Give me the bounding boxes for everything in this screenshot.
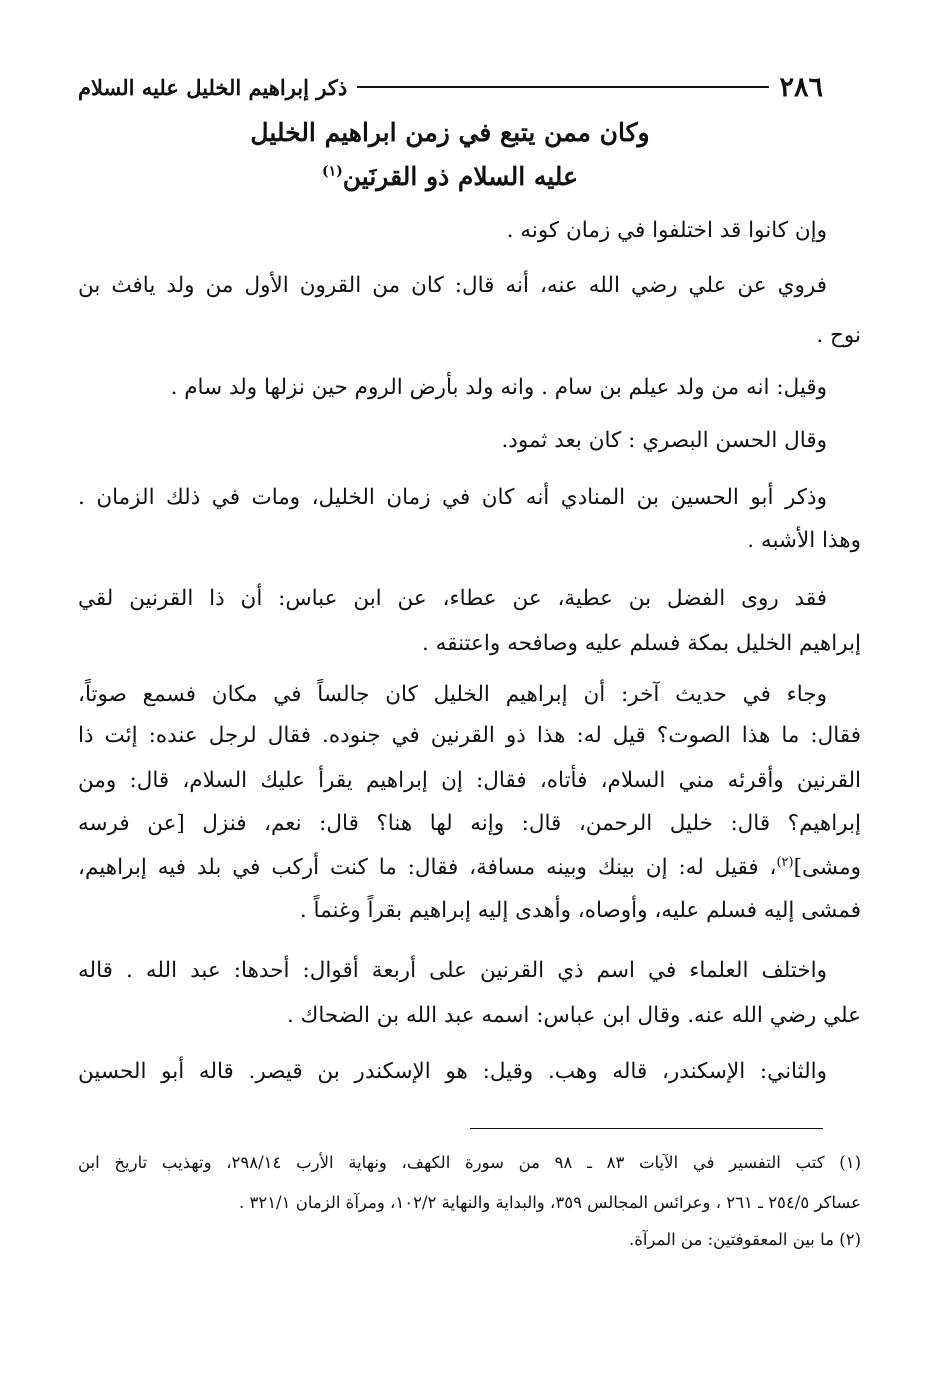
footnote-rule	[470, 1128, 823, 1129]
header-rule	[357, 86, 769, 88]
body-line: إبراهيم؟ قال: خليل الرحمن، قال: وإنه لها هنا؟ قال: نعم، فنزل [عن فرسه	[78, 811, 861, 836]
footnote-1-line-2: عساكر ٢٥٤/٥ ـ ٢٦١ ، وعرائس المجالس ٣٥٩، والبداية والنهاية ١٠٢/٢، ومرآة الزمان ٣٢١/١ .	[238, 1193, 861, 1212]
body-line: إبراهيم الخليل بمكة فسلم عليه وصافحه واعتنقه .	[422, 631, 861, 656]
section-title-line-1: وكان ممن يتبع في زمن ابراهيم الخليل	[250, 118, 650, 147]
body-line: فقد روى الفضل بن عطية، عن عطاء، عن ابن عباس: أن ذا القرنين لقي	[78, 586, 827, 611]
body-line: فروي عن علي رضي الله عنه، أنه قال: كان من القرون الأول من ولد يافث بن	[78, 273, 827, 298]
body-line: وذكر أبو الحسين بن المنادي أنه كان في زمان الخليل، ومات في ذلك الزمان .	[78, 485, 827, 510]
page-number: ٢٨٦	[779, 71, 823, 103]
footnote-1-line-1: (١) كتب التفسير في الآيات ٨٣ ـ ٩٨ من سورة الكهف، ونهاية الأرب ٢٩٨/١٤، وتهذيب تاريخ ابن	[78, 1153, 861, 1172]
body-line: وهذا الأشبه .	[747, 528, 861, 553]
page-header	[78, 70, 823, 104]
body-line: فقال: ما هذا الصوت؟ قيل له: هذا ذو القرنين في جنوده. فقال لرجل عنده: إئت ذا	[78, 723, 861, 748]
footnote-marker-1: (١)	[321, 163, 343, 180]
section-title-text: عليه السلام ذو القرنَين	[342, 162, 579, 191]
body-line: القرنين وأقرئه مني السلام، فأتاه، فقال: إن إبراهيم يقرأ عليك السلام، قال: ومن	[78, 768, 861, 793]
section-title-line-2	[90, 162, 810, 191]
body-line: والثاني: الإسكندر، قاله وهب. وقيل: هو الإسكندر بن قيصر. قاله أبو الحسين	[78, 1059, 827, 1084]
body-line: فمشى إليه فسلم عليه، وأوصاه، وأهدى إليه إبراهيم بقراً وغنماً .	[299, 898, 861, 923]
body-line: وجاء في حديث آخر: أن إبراهيم الخليل كان جالساً في مكان فسمع صوتاً،	[78, 682, 827, 707]
footnote-2: (٢) ما بين المعقوفتين: من المرآة.	[628, 1230, 861, 1249]
body-line: وقيل: انه من ولد عيلم بن سام . وانه ولد بأرض الروم حين نزلها ولد سام .	[170, 375, 827, 400]
body-line: وإن كانوا قد اختلفوا في زمان كونه .	[506, 218, 827, 243]
body-text: ومشى]	[793, 855, 861, 881]
body-text: ، فقيل له: إن بينك وبينه مسافة، فقال: ما كنت أركب في بلد فيه إبراهيم،	[78, 855, 777, 881]
footnote-marker-2: (٢)	[776, 855, 794, 870]
running-title: ذكر إبراهيم الخليل عليه السلام	[78, 74, 348, 100]
body-line: واختلف العلماء في اسم ذي القرنين على أربعة أقوال: أحدها: عبد الله . قاله	[78, 958, 827, 983]
body-line: وقال الحسن البصري : كان بعد ثمود.	[501, 428, 827, 453]
body-line: نوح .	[816, 323, 861, 348]
body-line	[78, 856, 861, 879]
body-line: علي رضي الله عنه. وقال ابن عباس: اسمه عبد الله بن الضحاك .	[286, 1003, 861, 1028]
